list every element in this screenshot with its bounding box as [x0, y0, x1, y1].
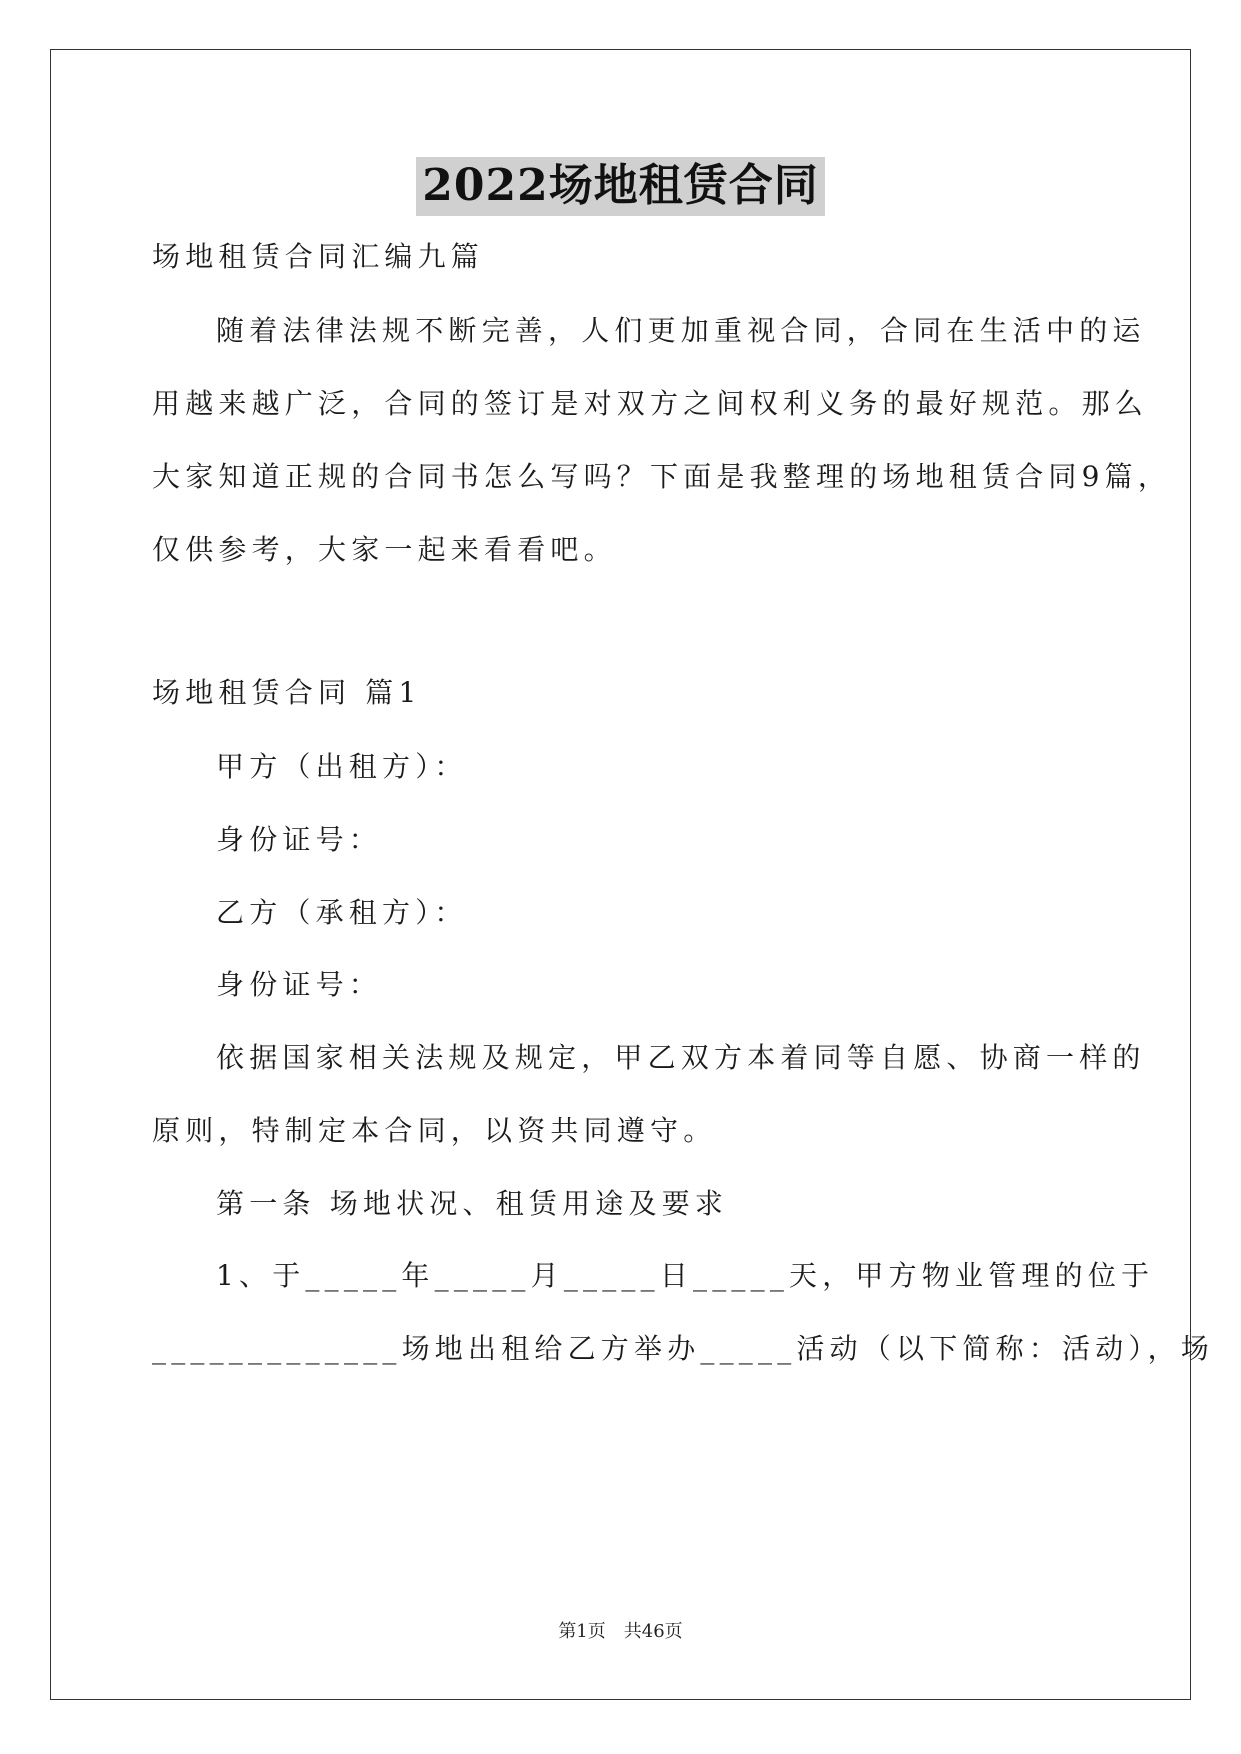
id-number-line: 身份证号：	[216, 968, 383, 1001]
page-border	[50, 49, 1191, 1700]
paragraph-line: 用越来越广泛，合同的签订是对双方之间权利义务的最好规范。那么	[152, 387, 1149, 420]
paragraph-line: 大家知道正规的合同书怎么写吗？下面是我整理的场地租赁合同9篇，	[152, 460, 1172, 493]
paragraph-line: _____________场地出租给乙方举办_____活动（以下简称：活动），场	[152, 1332, 1215, 1365]
page-number: 第1页	[558, 1621, 606, 1642]
paragraph-line: 原则，特制定本合同，以资共同遵守。	[152, 1114, 717, 1147]
section-heading: 场地租赁合同 篇1	[152, 676, 422, 709]
total-pages: 共46页	[623, 1621, 683, 1642]
paragraph-line: 依据国家相关法规及规定，甲乙双方本着同等自愿、协商一样的	[216, 1041, 1146, 1074]
document-title: 2022场地租赁合同	[416, 157, 824, 216]
title-container	[0, 157, 1241, 216]
paragraph-line: 随着法律法规不断完善，人们更加重视合同，合同在生活中的运	[216, 314, 1146, 347]
article-heading: 第一条 场地状况、租赁用途及要求	[216, 1187, 729, 1220]
subtitle-line: 场地租赁合同汇编九篇	[152, 240, 485, 273]
paragraph-line: 仅供参考，大家一起来看看吧。	[152, 533, 617, 566]
page-footer	[0, 1617, 1241, 1643]
paragraph-line: 1、于_____年_____月_____日_____天，甲方物业管理的位于	[216, 1259, 1155, 1292]
party-b-line: 乙方（承租方）：	[216, 896, 468, 929]
id-number-line: 身份证号：	[216, 823, 383, 856]
party-a-line: 甲方（出租方）：	[216, 750, 468, 783]
